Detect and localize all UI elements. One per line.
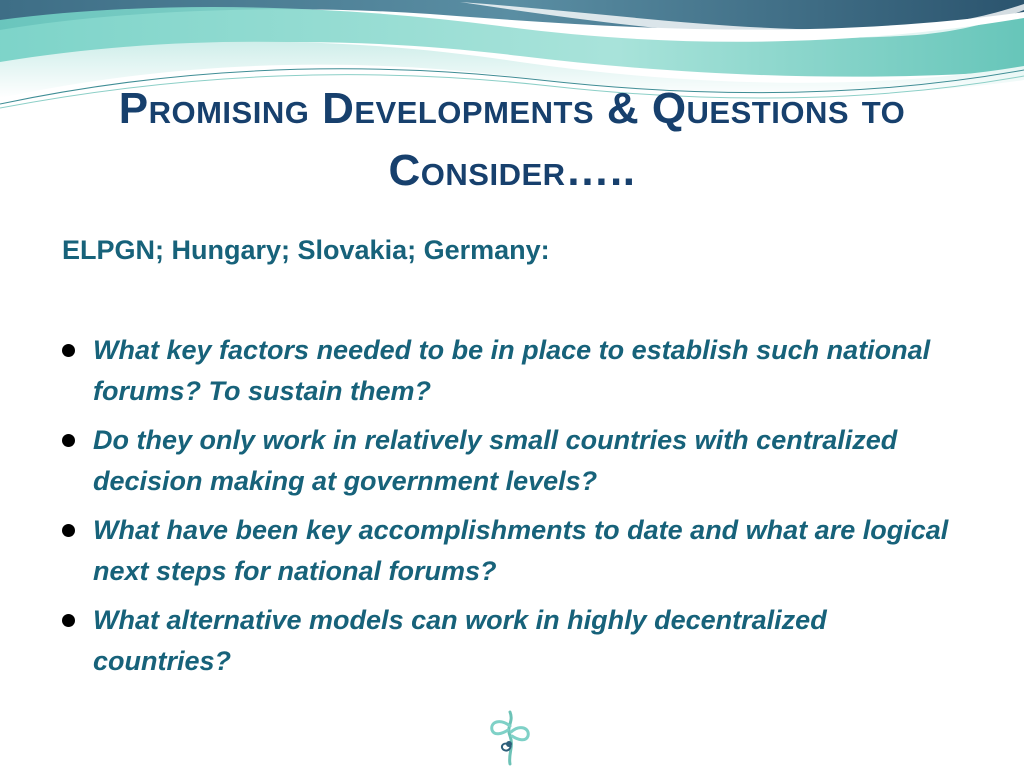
bullet-dot-icon (62, 434, 75, 447)
bullet-text: What alternative models can work in highly decentralized countries? (93, 605, 827, 676)
bullet-text: Do they only work in relatively small countries with centralized decision making at government levels? (93, 425, 898, 496)
slide-subheading: ELPGN; Hungary; Slovakia; Germany: (62, 235, 550, 265)
slide-title: Promising Developments & Questions to Consider….. (118, 84, 906, 195)
bullet-dot-icon (62, 524, 75, 537)
bullet-item (62, 420, 962, 502)
bullet-list (62, 330, 962, 690)
bullet-item (62, 510, 962, 592)
bullet-dot-icon (62, 614, 75, 627)
bullet-text: What key factors needed to be in place to establish such national forums? To sustain them? (93, 335, 931, 406)
logo-icon (484, 708, 536, 766)
bullet-item (62, 600, 962, 682)
bullet-dot-icon (62, 344, 75, 357)
bullet-item (62, 330, 962, 412)
bullet-text: What have been key accomplishments to date and what are logical next steps for national forums? (93, 515, 949, 586)
